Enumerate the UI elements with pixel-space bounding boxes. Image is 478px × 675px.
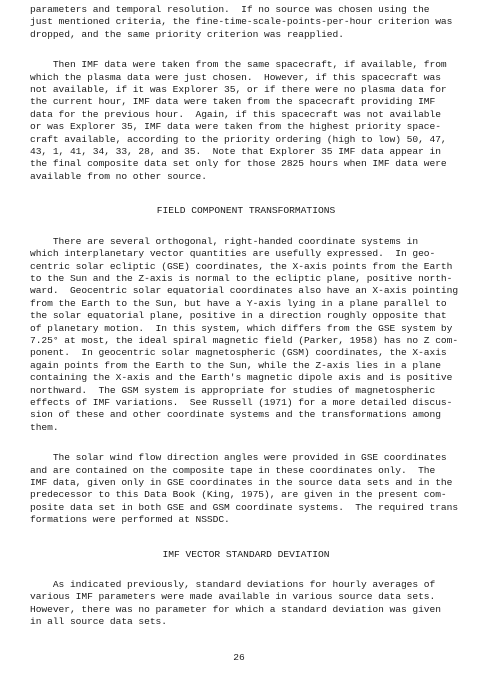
- heading-field-component-transformations: FIELD COMPONENT TRANSFORMATIONS: [156, 205, 336, 217]
- page-number: 26: [233, 652, 245, 663]
- paragraph-gap: [30, 434, 462, 452]
- paragraph-source-selection: parameters and temporal resolution. If no source was chosen using the just mentioned criteria, the fine-time-scale-points-per-hour criterion was dropped, and the same priority criterion was reapplied.: [30, 4, 453, 40]
- section-gap: [30, 527, 462, 549]
- section-gap: [30, 183, 462, 205]
- section-gap: [30, 218, 462, 236]
- section-gap: [30, 561, 462, 579]
- heading-imf-vector-standard-deviation: IMF VECTOR STANDARD DEVIATION: [162, 548, 330, 560]
- paragraph-imf-data-selection: Then IMF data were taken from the same spacecraft, if available, from which the plasma data were just chosen. However, if this spacecraft was not available, if it was Explorer 35, or if there were no plasma data for the current hour, IMF data were taken from the spacecraft providing IMF data for the previous hour. Again, if this spacecraft was not available or was Explorer 35, IMF data were taken from the highest priority space- craft available, according to the priority ordering (high to low) 50, 47, 43, 1, 41, 34, 33, 28, and 35. Note that Explorer 35 IMF data appear in the final composite data set only for those 2825 hours when IMF data were available from no other source.: [30, 59, 447, 182]
- document-page: [30, 4, 462, 629]
- paragraph-gap: [30, 41, 462, 59]
- paragraph-coordinate-systems: There are several orthogonal, right-handed coordinate systems in which interplanetary vector quantities are usefully expressed. In geo- centric solar ecliptic (GSE) coordinates, the X-axis points from the Earth to the Sun and the Z-axis is normal to the ecliptic plane, positive north- ward. Geocentric solar equatorial coordinates also have an X-axis pointing from the Earth to the Sun, but have a Y-axis lying in a plane parallel to the solar equatorial plane, positive in a direction roughly opposite that of planetary motion. In this system, which differs from the GSE system by 7.25° at most, the ideal spiral magnetic field (Parker, 1958) has no Z com- ponent. In geocentric solar magnetospheric (GSM) coordinates, the X-axis again points from the Earth to the Sun, while the Z-axis lies in a plane containing the X-axis and the Earth's magnetic dipole axis and is positive northward. The GSM system is appropriate for studies of magnetospheric effects of IMF variations. See Russell (1971) for a more detailed discus- sion of these and other coordinate systems and the transformations among them.: [30, 235, 459, 433]
- paragraph-standard-deviations: As indicated previously, standard deviations for hourly averages of various IMF parameters were made available in various source data sets. However, there was no parameter for which a standard deviation was given in all source data sets.: [30, 579, 441, 628]
- paragraph-solar-wind-angles: The solar wind flow direction angles were provided in GSE coordinates and are contained on the composite tape in these coordinates only. The IMF data, given only in GSE coordinates in the source data sets and in the predecessor to this Data Book (King, 1975), are given in the present com- posite data set in both GSE and GSM coordinate systems. The required trans formations were performed at NSSDC.: [30, 452, 459, 526]
